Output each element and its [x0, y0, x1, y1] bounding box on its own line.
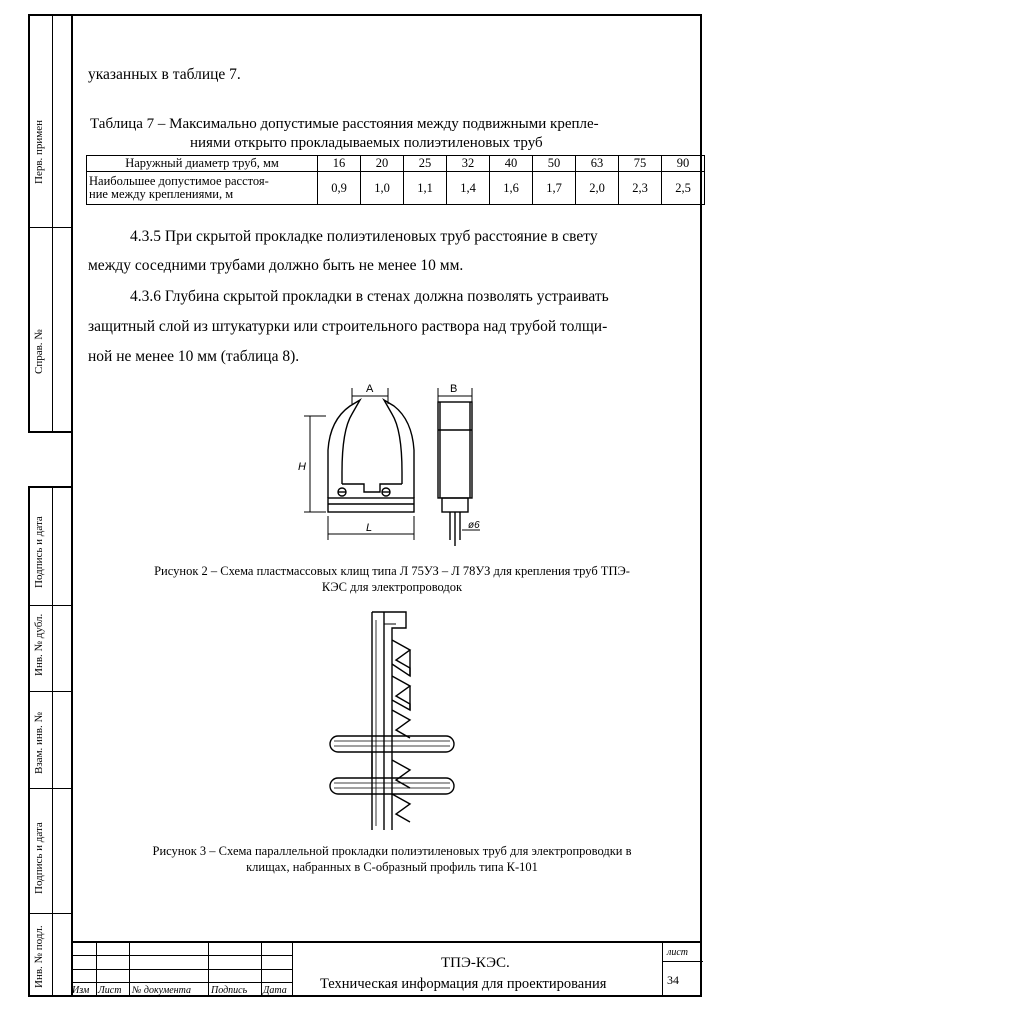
table-row-label: Наружный диаметр труб, мм	[87, 156, 318, 172]
paragraph-4-3-6-line-2: защитный слой из штукатурки или строительного раствора над трубой толщи-	[88, 318, 608, 335]
table-cell: 50	[533, 156, 576, 172]
title-block-col-date	[262, 941, 293, 997]
table-cell: 75	[619, 156, 662, 172]
table-cell: 40	[490, 156, 533, 172]
table-7	[86, 155, 705, 205]
table-title-line-1: Таблица 7 – Максимально допустимые расстояния между подвижными крепле-	[90, 116, 599, 132]
side-label-duplicate-no: Инв. № дубл.	[33, 613, 45, 676]
header-date: Дата	[263, 985, 287, 996]
figure-2-caption	[92, 563, 692, 595]
header-list: Лист	[98, 985, 122, 996]
figure-3-caption-line: клищах, набранных в С-образный профиль типа К-101	[246, 860, 538, 874]
figure-2-caption-line: Рисунок 2 – Схема пластмассовых клищ типа Л 75УЗ – Л 78УЗ для крепления труб ТПЭ-	[154, 564, 630, 578]
side-label-replacement-no: Взам. инв. №	[33, 712, 45, 774]
side-label-signature-date-2: Подпись и дата	[33, 822, 45, 894]
table-row	[87, 172, 705, 205]
table-cell: 32	[447, 156, 490, 172]
table-cell: 25	[404, 156, 447, 172]
clip-side-view	[438, 402, 472, 498]
paragraph-4-3-5-line-1: 4.3.5 При скрытой прокладке полиэтиленовых труб расстояние в свету	[130, 228, 598, 245]
table-cell: 63	[576, 156, 619, 172]
side-stamp-divider	[30, 913, 72, 914]
side-stamp-divider	[30, 605, 72, 606]
sheet-cell-divider	[663, 961, 703, 962]
title-block-col-sign	[209, 941, 262, 997]
side-stamp-divider	[30, 227, 72, 228]
side-label-first-use: Перв. примен	[33, 119, 45, 184]
side-label-signature-date: Подпись и дата	[33, 516, 45, 588]
paragraph-4-3-6-line-3: ной не менее 10 мм (таблица 8).	[88, 348, 300, 365]
label-dim-d: ø6	[468, 520, 480, 531]
text-line-intro: указанных в таблице 7.	[88, 66, 241, 83]
side-label-reference: Справ. №	[33, 329, 45, 374]
table-cell: 16	[318, 156, 361, 172]
title-block	[71, 941, 702, 997]
table-cell: 0,9	[318, 172, 361, 205]
figure-2-clip-drawing	[290, 380, 510, 552]
doc-title: Техническая информация для проектирования	[320, 976, 607, 992]
table-cell: 1,0	[361, 172, 404, 205]
table-cell: 1,7	[533, 172, 576, 205]
table-title-line-2: ниями открыто прокладываемых полиэтиленовых труб	[190, 135, 543, 151]
side-stamp-lower	[28, 486, 72, 997]
table-cell: 1,1	[404, 172, 447, 205]
header-izm: Изм	[72, 985, 90, 996]
paragraph-4-3-5-line-2: между соседними трубами должно быть не менее 10 мм.	[88, 257, 464, 274]
table-cell: 1,6	[490, 172, 533, 205]
table-row-label	[87, 172, 318, 205]
table-row-label-line: ние между креплениями, м	[89, 187, 234, 201]
doc-code: ТПЭ-КЭС.	[441, 955, 510, 971]
label-dim-l: L	[366, 522, 373, 534]
header-doc-number: № документа	[132, 985, 191, 996]
sheet-cell	[662, 941, 702, 997]
table-row-label-line: Наибольшее допустимое расстоя-	[89, 174, 269, 188]
label-dim-b: B	[450, 383, 458, 395]
table-cell: 1,4	[447, 172, 490, 205]
figure-3-caption-line: Рисунок 3 – Схема параллельной прокладки полиэтиленовых труб для электропроводки в	[152, 844, 632, 858]
label-dim-a: A	[366, 383, 374, 395]
paragraph-4-3-6-line-1: 4.3.6 Глубина скрытой прокладки в стенах должна позволять устраивать	[130, 288, 609, 305]
label-dim-h: H	[298, 461, 306, 473]
table-row	[87, 156, 705, 172]
sheet-label: лист	[667, 947, 689, 958]
title-block-col-izm	[71, 941, 97, 997]
figure-3-profile-drawing	[326, 610, 456, 832]
side-stamp-column-line	[52, 488, 53, 995]
table-cell: 2,0	[576, 172, 619, 205]
title-block-col-doc	[130, 941, 209, 997]
table-cell: 20	[361, 156, 404, 172]
side-stamp-column-line	[52, 16, 53, 431]
side-stamp-divider	[30, 788, 72, 789]
header-signature: Подпись	[211, 985, 248, 996]
side-stamp-divider	[30, 691, 72, 692]
table-cell: 2,5	[662, 172, 705, 205]
title-block-col-list	[97, 941, 130, 997]
figure-3-caption	[92, 843, 692, 875]
side-label-original-no: Инв. № подл.	[33, 925, 45, 988]
clip-base	[328, 498, 414, 512]
side-stamp-upper	[28, 14, 72, 433]
figure-2-caption-line: КЭС для электропроводок	[321, 580, 463, 594]
table-cell: 2,3	[619, 172, 662, 205]
sheet-number: 34	[667, 973, 679, 987]
table-cell: 90	[662, 156, 705, 172]
